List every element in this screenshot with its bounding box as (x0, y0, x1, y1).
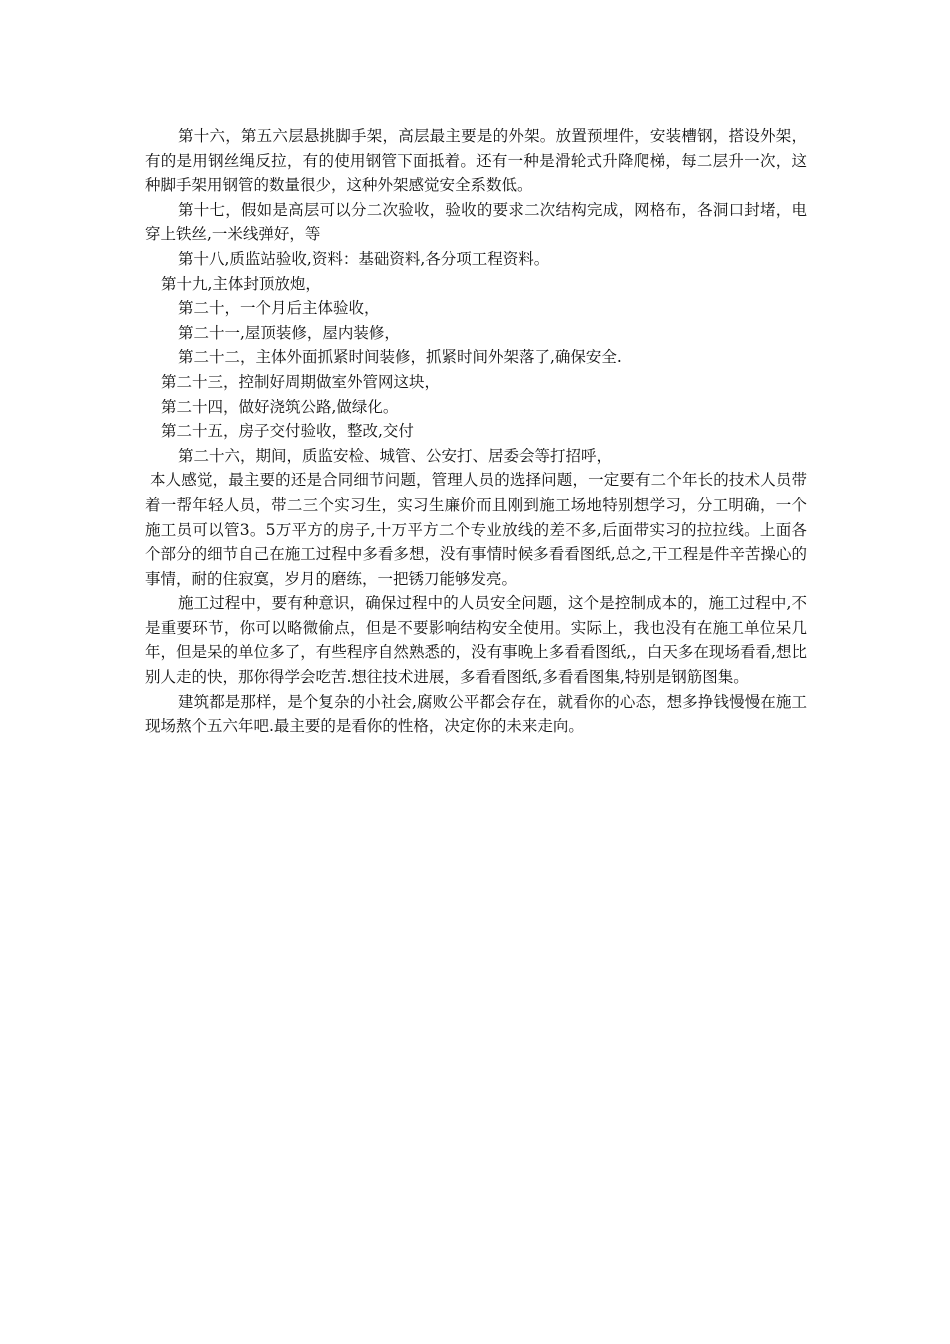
paragraph-22: 第二十二，主体外面抓紧时间装修，抓紧时间外架落了,确保安全. (178, 348, 622, 367)
paragraph-20: 第二十，一个月后主体验收， (178, 299, 380, 318)
paragraph-24: 第二十四，做好浇筑公路,做绿化。 (161, 397, 399, 416)
document-body (145, 124, 807, 739)
paragraph-25: 第二十五，房子交付验收，整改,交付 (161, 422, 414, 441)
paragraph-personal-feelings: 本人感觉，最主要的还是合同细节问题，管理人员的选择问题，一定要有二个年长的技术人员带着一帮年轻人员，带二三个实习生，实习生廉价而且刚到施工场地特别想学习，分工明确，一个施工员可以管3。5万平方的房子,十万平方二个专业放线的差不多,后面带实习的拉拉线。上面各个部分的细节自己在施工过程中多看多想，没有事情时候多看看图纸,总之,干工程是件辛苦操心的事情，耐的住寂寞，岁月的磨练，一把锈刀能够发亮。 (145, 471, 807, 588)
paragraph-19: 第十九,主体封顶放炮， (161, 274, 321, 293)
paragraph-26: 第二十六，期间，质监安检、城管、公安打、居委会等打招呼， (178, 446, 613, 465)
paragraph-17: 第十七，假如是高层可以分二次验收，验收的要求二次结构完成，网格布，各洞口封堵，电穿上铁丝,一米线弹好，等 (145, 200, 807, 244)
paragraph-16: 第十六，第五六层悬挑脚手架，高层最主要是的外架。放置预埋件，安装槽钢，搭设外架，有的是用钢丝绳反拉，有的使用钢管下面抵着。还有一种是滑轮式升降爬梯，每二层升一次，这种脚手架用钢管的数量很少，这种外架感觉安全系数低。 (145, 127, 807, 195)
paragraph-conclusion: 建筑都是那样，是个复杂的小社会,腐败公平都会存在，就看你的心态，想多挣钱慢慢在施工现场熬个五六年吧.最主要的是看你的性格，决定你的未来走向。 (145, 692, 807, 736)
paragraph-21: 第二十一,屋顶装修，屋内装修， (178, 323, 400, 342)
paragraph-23: 第二十三，控制好周期做室外管网这块， (161, 372, 441, 391)
paragraph-construction-process: 施工过程中，要有种意识，确保过程中的人员安全问题，这个是控制成本的，施工过程中,不是重要环节，你可以略微偷点，但是不要影响结构安全使用。实际上，我也没有在施工单位呆几年，但是呆的单位多了，有些程序自然熟悉的，没有事晚上多看看图纸,，白天多在现场看看,想比别人走的快，那你得学会吃苦.想往技术进展，多看看图纸,多看看图集,特别是钢筋图集。 (145, 594, 807, 687)
paragraph-18: 第十八,质监站验收,资料：基础资料,各分项工程资料。 (178, 249, 550, 268)
